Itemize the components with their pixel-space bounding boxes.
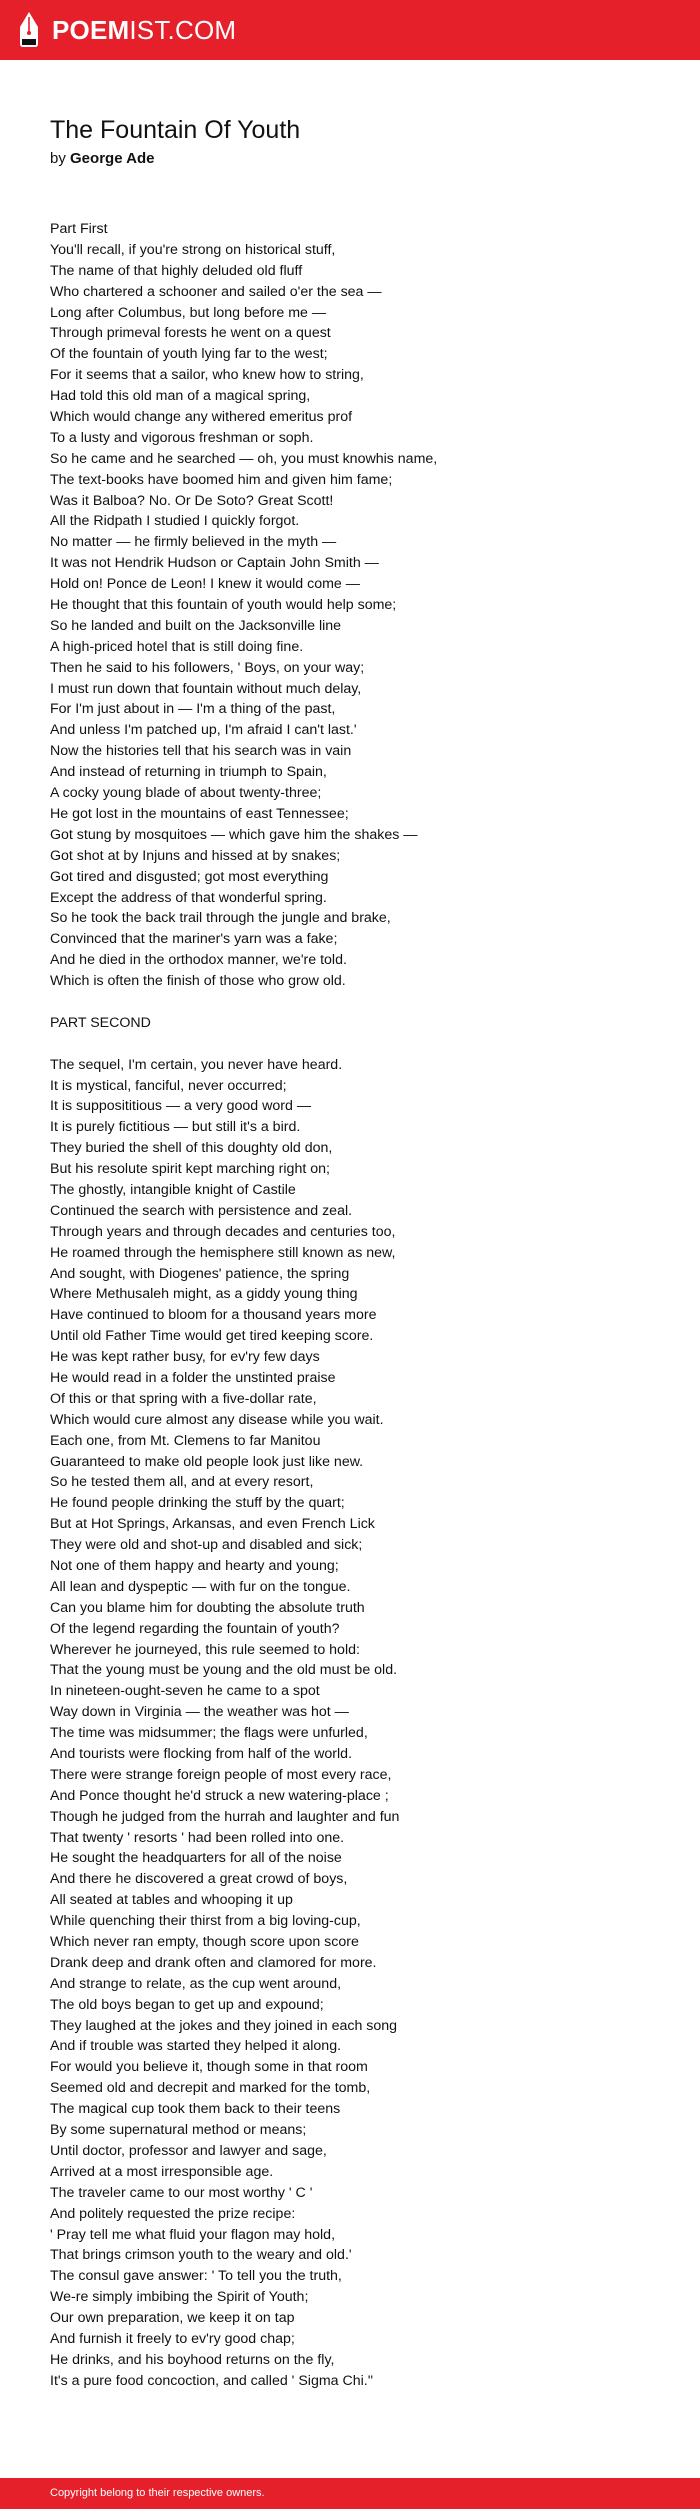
poem-line: Through years and through decades and centuries too, — [50, 1223, 396, 1240]
poem-line: So he landed and built on the Jacksonville line — [50, 617, 342, 634]
poem-line: That the young must be young and the old must be old. — [50, 1662, 398, 1679]
poem-line: And he died in the orthodox manner, we're told. — [50, 952, 347, 969]
poem-line: All lean and dyspeptic — with fur on the tongue. — [50, 1578, 351, 1595]
poem-line: Part First — [50, 221, 108, 237]
poem-line: ' Pray tell me what fluid your flagon may hold, — [50, 2226, 336, 2243]
poem-line: Which is often the finish of those who grow old. — [50, 973, 346, 990]
poem-line: Which never ran empty, though score upon score — [50, 1934, 359, 1951]
stanza-break — [50, 992, 670, 1013]
poem-line: It is mystical, fanciful, never occurred; — [50, 1077, 287, 1094]
poem-line: Of the legend regarding the fountain of youth? — [50, 1620, 340, 1637]
poem-line: And tourists were flocking from half of the world. — [50, 1746, 353, 1763]
poem-line: Got tired and disgusted; got most everything — [50, 868, 329, 885]
poem-line: The time was midsummer; the flags were unfurled, — [50, 1725, 368, 1742]
poem-line: Where Methusaleh might, as a giddy young thing — [50, 1286, 358, 1303]
poem-line: It's a pure food concoction, and called ' Sigma Chi.'' — [50, 2372, 374, 2389]
poem-line: Which would cure almost any disease while you wait. — [50, 1411, 384, 1428]
poem-line: So he tested them all, and at every resort, — [50, 1474, 314, 1491]
poem-line: And politely requested the prize recipe: — [50, 2205, 296, 2222]
poem-line: The traveler came to our most worthy ' C ' — [50, 2184, 313, 2201]
poem-line: Arrived at a most irresponsible age. — [50, 2163, 274, 2180]
poem-line: He would read in a folder the unstinted praise — [50, 1369, 336, 1386]
poem-line: Guaranteed to make old people look just like new. — [50, 1453, 364, 1470]
poem-line: And furnish it freely to ev'ry good chap; — [50, 2330, 295, 2347]
poem-byline — [50, 149, 154, 169]
poem-author[interactable]: George Ade — [70, 150, 155, 167]
poem-line: Of the fountain of youth lying far to the west; — [50, 346, 328, 363]
poem-line: Was it Balboa? No. Or De Soto? Great Scott! — [50, 492, 334, 509]
poem-line: The magical cup took them back to their teens — [50, 2101, 341, 2118]
poem-line: So he came and he searched — oh, you must knowhis name, — [50, 450, 438, 467]
site-footer — [0, 2478, 700, 2509]
poem-line: Of this or that spring with a five-dollar rate, — [50, 1390, 317, 1407]
poem-line: The consul gave answer: ' To tell you the truth, — [50, 2268, 342, 2285]
poem-line: Except the address of that wonderful spring. — [50, 889, 327, 906]
poem-line: All the Ridpath I studied I quickly forgot. — [50, 513, 300, 530]
poem-line: Can you blame him for doubting the absolute truth — [50, 1599, 365, 1616]
poem-line: He sought the headquarters for all of the noise — [50, 1850, 342, 1867]
poem-line: I must run down that fountain without much delay, — [50, 680, 362, 697]
poem-line: Got stung by mosquitoes — which gave him the shakes — — [50, 826, 418, 843]
poem-line: And there he discovered a great crowd of boys, — [50, 1871, 348, 1888]
poem-line: Each one, from Mt. Clemens to far Manitou — [50, 1432, 321, 1449]
poem-line: The ghostly, intangible knight of Castile — [50, 1181, 296, 1198]
poem-line: Drank deep and drank often and clamored for more. — [50, 1954, 377, 1971]
poem-line: By some supernatural method or means; — [50, 2122, 307, 2139]
site-header — [0, 0, 700, 60]
poem-line: They were old and shot-up and disabled and sick; — [50, 1537, 363, 1554]
stanza-break — [50, 1034, 670, 1055]
poem-line: He drinks, and his boyhood returns on the fly, — [50, 2351, 335, 2368]
poem-line: He roamed through the hemisphere still known as new, — [50, 1244, 396, 1261]
poem-line: The text-books have boomed him and given him fame; — [50, 471, 393, 488]
poem-line: You'll recall, if you're strong on historical stuff, — [50, 241, 336, 258]
poem-body — [50, 219, 670, 2392]
poem-line: PART SECOND — [50, 1014, 151, 1031]
poem-line: And unless I'm patched up, I'm afraid I can't last.' — [50, 722, 357, 739]
poem-line: A cocky young blade of about twenty-three; — [50, 785, 322, 802]
poem-line: Convinced that the mariner's yarn was a fake; — [50, 931, 338, 948]
poem-line: They buried the shell of this doughty old don, — [50, 1140, 333, 1157]
poem-line: And Ponce thought he'd struck a new watering-place ; — [50, 1787, 389, 1804]
poem-line: Got shot at by Injuns and hissed at by snakes; — [50, 847, 341, 864]
poem-line: They laughed at the jokes and they joined in each song — [50, 2017, 398, 2034]
site-logo[interactable] — [18, 12, 236, 48]
poem-line: To a lusty and vigorous freshman or soph. — [50, 429, 314, 446]
poem-line: But at Hot Springs, Arkansas, and even French Lick — [50, 1516, 375, 1533]
poem-line: For I'm just about in — I'm a thing of the past, — [50, 701, 336, 718]
poem-line: There were strange foreign people of most every race, — [50, 1766, 392, 1783]
logo-wordmark — [52, 12, 236, 48]
poem-line: That twenty ' resorts ' had been rolled into one. — [50, 1829, 345, 1846]
by-label: by — [50, 150, 66, 167]
poem-line: Our own preparation, we keep it on tap — [50, 2310, 295, 2327]
poem-line: And instead of returning in triumph to Spain, — [50, 764, 327, 781]
poem-line: Until doctor, professor and lawyer and sage, — [50, 2142, 327, 2159]
poem-title: The Fountain Of Youth — [50, 116, 301, 144]
poem-line: And sought, with Diogenes' patience, the spring — [50, 1265, 350, 1282]
poem-line: Which would change any withered emeritus prof — [50, 409, 353, 426]
poem-line: He was kept rather busy, for ev'ry few days — [50, 1349, 320, 1366]
poem-line: The name of that highly deluded old fluff — [50, 262, 303, 279]
poem-line: Until old Father Time would get tired keeping score. — [50, 1328, 374, 1345]
poem-line: Way down in Virginia — the weather was hot — — [50, 1704, 349, 1721]
copyright-notice: Copyright belong to their respective owners. — [50, 2487, 265, 2499]
poem-line: Hold on! Ponce de Leon! I knew it would come — — [50, 576, 360, 593]
poem-line: He got lost in the mountains of east Tennessee; — [50, 805, 349, 822]
poem-line: Long after Columbus, but long before me — — [50, 304, 327, 321]
poem-line: Now the histories tell that his search was in vain — [50, 743, 352, 760]
poem-line: For it seems that a sailor, who knew how to string, — [50, 367, 364, 384]
logo-wordmark-light: IST.COM — [129, 15, 237, 45]
poem-line: So he took the back trail through the jungle and brake, — [50, 910, 391, 927]
logo-wordmark-bold: POEM — [52, 15, 130, 45]
poem-line: Seemed old and decrepit and marked for the tomb, — [50, 2080, 371, 2097]
poem-line: Though he judged from the hurrah and laughter and fun — [50, 1808, 400, 1825]
poem-line: Had told this old man of a magical spring, — [50, 388, 311, 405]
poem-line: All seated at tables and whooping it up — [50, 1892, 293, 1909]
poem-line: The sequel, I'm certain, you never have heard. — [50, 1056, 343, 1073]
poem-line: It was not Hendrik Hudson or Captain John Smith — — [50, 555, 379, 572]
poem-line: Continued the search with persistence and zeal. — [50, 1202, 353, 1219]
poem-line: But his resolute spirit kept marching right on; — [50, 1161, 330, 1178]
poem-line: It is purely fictitious — but still it's a bird. — [50, 1119, 301, 1136]
poem-line: Have continued to bloom for a thousand years more — [50, 1307, 377, 1324]
pen-nib-icon — [18, 12, 40, 48]
poem-line: While quenching their thirst from a big loving-cup, — [50, 1913, 361, 1930]
poem-line: Wherever he journeyed, this rule seemed to hold: — [50, 1641, 360, 1658]
poem-line: He found people drinking the stuff by the quart; — [50, 1495, 345, 1512]
poem-line: He thought that this fountain of youth would help some; — [50, 597, 397, 614]
poem-line: Then he said to his followers, ' Boys, on your way; — [50, 659, 365, 676]
poem-line: For would you believe it, though some in that room — [50, 2059, 368, 2076]
poem-line: That brings crimson youth to the weary and old.' — [50, 2247, 352, 2264]
poem-line: It is supposititious — a very good word — — [50, 1098, 312, 1115]
poem-line: And strange to relate, as the cup went around, — [50, 1975, 342, 1992]
poem-line: Not one of them happy and hearty and young; — [50, 1558, 339, 1574]
poem-line: A high-priced hotel that is still doing fine. — [50, 638, 304, 655]
poem-line: Through primeval forests he went on a quest — [50, 325, 331, 342]
poem-line: In nineteen-ought-seven he came to a spot — [50, 1683, 320, 1700]
poem-line: We-re simply imbibing the Spirit of Youth; — [50, 2289, 309, 2306]
poem-line: The old boys began to get up and expound; — [50, 1996, 324, 2013]
poem-line: Who chartered a schooner and sailed o'er the sea — — [50, 283, 382, 300]
poem-line: And if trouble was started they helped it along. — [50, 2038, 342, 2055]
poem-line: No matter — he firmly believed in the myth — — [50, 534, 337, 551]
